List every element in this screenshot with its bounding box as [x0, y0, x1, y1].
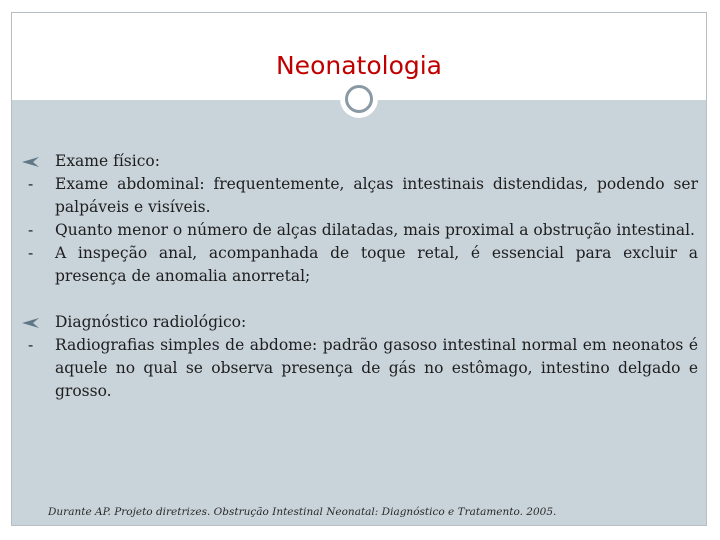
circle-ornament-icon	[340, 80, 378, 118]
list-item: - Quanto menor o número de alças dilatadas, mais proximal a obstrução intestinal.	[28, 221, 695, 239]
slide-title: Neonatologia	[275, 51, 442, 80]
arrow-bullet-icon	[21, 317, 45, 329]
source-citation: Durante AP. Projeto diretrizes. Obstrução Intestinal Neonatal: Diagnóstico e Tratamento. 2005.	[48, 506, 557, 518]
slide-body	[18, 150, 698, 403]
section-heading	[18, 150, 698, 173]
section-heading-text: Exame físico:	[55, 152, 160, 170]
arrow-bullet-icon	[21, 156, 45, 168]
list-item: - Radiografias simples de abdome: padrão gasoso intestinal normal em neonatos é aquele no qual se observa presença de gás no estômago, intestino delgado e grosso.	[28, 336, 698, 400]
section-heading-text: Diagnóstico radiológico:	[55, 313, 247, 331]
section-heading	[18, 311, 698, 334]
list-item: - A inspeção anal, acompanhada de toque retal, é essencial para excluir a presença de anomalia anorretal;	[28, 244, 698, 285]
list-item: - Exame abdominal: frequentemente, alças intestinais distendidas, podendo ser palpáveis e visíveis.	[28, 175, 698, 216]
